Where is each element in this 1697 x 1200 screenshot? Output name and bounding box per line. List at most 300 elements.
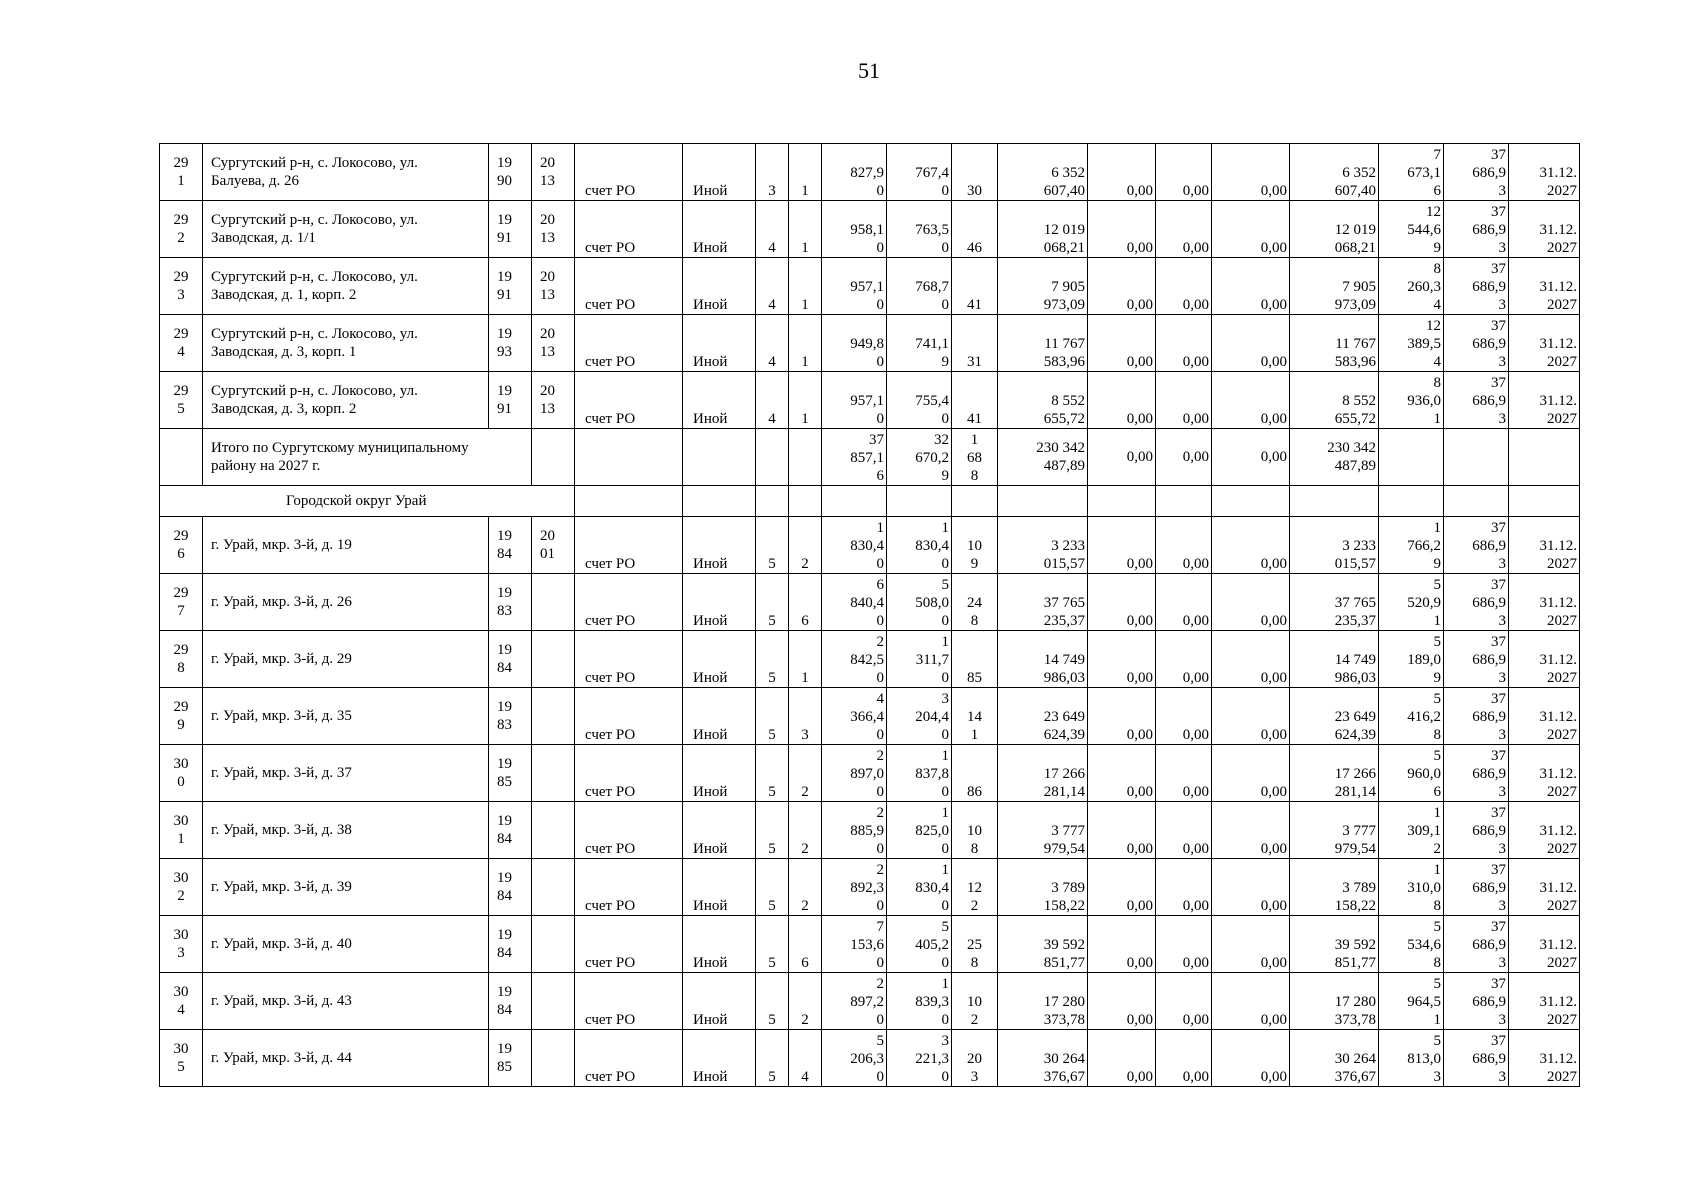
living-area: 5 405,2 0 xyxy=(887,916,952,973)
row-number: 29 2 xyxy=(160,201,203,258)
residents: 10 2 xyxy=(952,973,998,1030)
entrances: 4 xyxy=(789,1030,822,1087)
commission-year: 19 84 xyxy=(489,973,532,1030)
fund-method: счет РО xyxy=(575,315,683,372)
living-area: 1 830,4 0 xyxy=(887,517,952,574)
local-funds: 0,00 xyxy=(1212,258,1290,315)
total-area: 827,9 0 xyxy=(822,144,887,201)
residents: 86 xyxy=(952,745,998,802)
address: г. Урай, мкр. 3-й, д. 26 xyxy=(203,574,489,631)
local-funds: 0,00 xyxy=(1212,144,1290,201)
repair-cost: 23 649 624,39 xyxy=(998,688,1088,745)
address: г. Урай, мкр. 3-й, д. 38 xyxy=(203,802,489,859)
federal-funds: 0,00 xyxy=(1088,1030,1156,1087)
commission-year: 19 90 xyxy=(489,144,532,201)
wall-material: Иной xyxy=(683,745,756,802)
wall-material: Иной xyxy=(683,517,756,574)
regional-funds: 0,00 xyxy=(1156,859,1212,916)
owners-funds: 8 552 655,72 xyxy=(1290,372,1379,429)
table-row xyxy=(160,802,1580,859)
living-area: 5 508,0 0 xyxy=(887,574,952,631)
local-funds: 0,00 xyxy=(1212,745,1290,802)
empty-cell xyxy=(1212,486,1290,517)
living-area: 741,1 9 xyxy=(887,315,952,372)
owners-funds: 17 280 373,78 xyxy=(1290,973,1379,1030)
fund-method: счет РО xyxy=(575,745,683,802)
row-number: 30 1 xyxy=(160,802,203,859)
regional-funds: 0,00 xyxy=(1156,517,1212,574)
unit-cost: 5 964,5 1 xyxy=(1379,973,1444,1030)
last-repair-year: 20 13 xyxy=(532,144,575,201)
fund-method: счет РО xyxy=(575,973,683,1030)
fund-method: счет РО xyxy=(575,517,683,574)
federal-funds: 0,00 xyxy=(1088,916,1156,973)
row-number: 30 0 xyxy=(160,745,203,802)
owners-funds: 6 352 607,40 xyxy=(1290,144,1379,201)
address: г. Урай, мкр. 3-й, д. 39 xyxy=(203,859,489,916)
empty-cell xyxy=(756,429,789,486)
address: г. Урай, мкр. 3-й, д. 29 xyxy=(203,631,489,688)
empty-cell xyxy=(756,486,789,517)
local-funds: 0,00 xyxy=(1212,973,1290,1030)
unit-cost: 5 534,6 8 xyxy=(1379,916,1444,973)
address: Сургутский р-н, с. Локосово, ул. Балуева, д. 26 xyxy=(203,144,489,201)
repair-cost: 7 905 973,09 xyxy=(998,258,1088,315)
limit-cost: 37 686,9 3 xyxy=(1444,916,1509,973)
limit-cost: 37 686,9 3 xyxy=(1444,258,1509,315)
owners-funds: 17 266 281,14 xyxy=(1290,745,1379,802)
living-area: 768,7 0 xyxy=(887,258,952,315)
residents: 46 xyxy=(952,201,998,258)
repair-cost: 8 552 655,72 xyxy=(998,372,1088,429)
empty-cell xyxy=(575,486,683,517)
federal-funds: 0,00 xyxy=(1088,859,1156,916)
last-repair-year xyxy=(532,574,575,631)
row-number: 30 4 xyxy=(160,973,203,1030)
local-funds: 0,00 xyxy=(1212,802,1290,859)
total-area: 957,1 0 xyxy=(822,258,887,315)
empty-cell xyxy=(822,486,887,517)
repair-cost: 37 765 235,37 xyxy=(998,574,1088,631)
total-area: 2 892,3 0 xyxy=(822,859,887,916)
residents: 85 xyxy=(952,631,998,688)
residents: 30 xyxy=(952,144,998,201)
completion-date: 31.12. 2027 xyxy=(1509,144,1580,201)
repair-cost: 39 592 851,77 xyxy=(998,916,1088,973)
residents: 24 8 xyxy=(952,574,998,631)
empty-cell xyxy=(575,429,683,486)
repair-cost: 12 019 068,21 xyxy=(998,201,1088,258)
repair-cost: 3 789 158,22 xyxy=(998,859,1088,916)
owners-funds: 3 777 979,54 xyxy=(1290,802,1379,859)
owners-funds: 23 649 624,39 xyxy=(1290,688,1379,745)
federal-funds: 0,00 xyxy=(1088,201,1156,258)
total-area: 5 206,3 0 xyxy=(822,1030,887,1087)
limit-cost: 37 686,9 3 xyxy=(1444,631,1509,688)
regional-funds: 0,00 xyxy=(1156,1030,1212,1087)
commission-year: 19 85 xyxy=(489,1030,532,1087)
total-area: 2 897,2 0 xyxy=(822,973,887,1030)
floors: 5 xyxy=(756,631,789,688)
empty-cell xyxy=(160,429,203,486)
residents: 12 2 xyxy=(952,859,998,916)
row-number: 29 4 xyxy=(160,315,203,372)
limit-cost: 37 686,9 3 xyxy=(1444,859,1509,916)
local-funds: 0,00 xyxy=(1212,688,1290,745)
floors: 5 xyxy=(756,688,789,745)
empty-cell xyxy=(789,429,822,486)
federal-funds: 0,00 xyxy=(1088,631,1156,688)
regional-funds: 0,00 xyxy=(1156,745,1212,802)
fund-method: счет РО xyxy=(575,258,683,315)
wall-material: Иной xyxy=(683,372,756,429)
table-row xyxy=(160,973,1580,1030)
unit-cost: 1 766,2 9 xyxy=(1379,517,1444,574)
floors: 4 xyxy=(756,201,789,258)
address: г. Урай, мкр. 3-й, д. 19 xyxy=(203,517,489,574)
floors: 4 xyxy=(756,372,789,429)
unit-cost: 8 260,3 4 xyxy=(1379,258,1444,315)
floors: 5 xyxy=(756,1030,789,1087)
entrances: 2 xyxy=(789,517,822,574)
owners-funds: 3 789 158,22 xyxy=(1290,859,1379,916)
wall-material: Иной xyxy=(683,258,756,315)
living-area: 1 825,0 0 xyxy=(887,802,952,859)
commission-year: 19 91 xyxy=(489,372,532,429)
floors: 4 xyxy=(756,315,789,372)
address: Сургутский р-н, с. Локосово, ул. Заводская, д. 3, корп. 2 xyxy=(203,372,489,429)
wall-material: Иной xyxy=(683,315,756,372)
regional-funds: 0,00 xyxy=(1156,372,1212,429)
federal-funds: 0,00 xyxy=(1088,144,1156,201)
empty-cell xyxy=(1379,486,1444,517)
repair-cost: 6 352 607,40 xyxy=(998,144,1088,201)
regional-funds: 0,00 xyxy=(1156,315,1212,372)
owners-funds: 14 749 986,03 xyxy=(1290,631,1379,688)
commission-year: 19 93 xyxy=(489,315,532,372)
entrances: 2 xyxy=(789,802,822,859)
table-row xyxy=(160,1030,1580,1087)
local-funds: 0,00 xyxy=(1212,574,1290,631)
commission-year: 19 84 xyxy=(489,859,532,916)
owners-funds: 39 592 851,77 xyxy=(1290,916,1379,973)
federal-funds: 0,00 xyxy=(1088,688,1156,745)
repair-cost: 11 767 583,96 xyxy=(998,315,1088,372)
residents: 10 8 xyxy=(952,802,998,859)
local-funds: 0,00 xyxy=(1212,631,1290,688)
table-row xyxy=(160,916,1580,973)
limit-cost: 37 686,9 3 xyxy=(1444,517,1509,574)
table-row xyxy=(160,258,1580,315)
unit-cost: 5 189,0 9 xyxy=(1379,631,1444,688)
unit-cost: 7 673,1 6 xyxy=(1379,144,1444,201)
limit-cost: 37 686,9 3 xyxy=(1444,372,1509,429)
limit-cost: 37 686,9 3 xyxy=(1444,1030,1509,1087)
fund-method: счет РО xyxy=(575,372,683,429)
floors: 5 xyxy=(756,802,789,859)
residents: 31 xyxy=(952,315,998,372)
empty-cell xyxy=(789,486,822,517)
residents: 41 xyxy=(952,258,998,315)
last-repair-year xyxy=(532,1030,575,1087)
completion-date: 31.12. 2027 xyxy=(1509,631,1580,688)
floors: 3 xyxy=(756,144,789,201)
table-row xyxy=(160,372,1580,429)
completion-date: 31.12. 2027 xyxy=(1509,372,1580,429)
last-repair-year: 20 13 xyxy=(532,372,575,429)
total-area: 4 366,4 0 xyxy=(822,688,887,745)
empty-cell xyxy=(1444,486,1509,517)
row-number: 29 8 xyxy=(160,631,203,688)
fund-method: счет РО xyxy=(575,574,683,631)
floors: 4 xyxy=(756,258,789,315)
unit-cost: 5 416,2 8 xyxy=(1379,688,1444,745)
federal-funds: 0,00 xyxy=(1088,802,1156,859)
row-number: 29 7 xyxy=(160,574,203,631)
limit-cost: 37 686,9 3 xyxy=(1444,201,1509,258)
floors: 5 xyxy=(756,745,789,802)
unit-cost: 5 813,0 3 xyxy=(1379,1030,1444,1087)
local-funds: 0,00 xyxy=(1212,1030,1290,1087)
repair-cost: 14 749 986,03 xyxy=(998,631,1088,688)
unit-cost: 5 960,0 6 xyxy=(1379,745,1444,802)
last-repair-year xyxy=(532,745,575,802)
commission-year: 19 83 xyxy=(489,574,532,631)
row-number: 30 2 xyxy=(160,859,203,916)
row-number: 29 6 xyxy=(160,517,203,574)
unit-cost: 8 936,0 1 xyxy=(1379,372,1444,429)
regional-funds: 0,00 xyxy=(1156,429,1212,486)
total-area: 2 897,0 0 xyxy=(822,745,887,802)
fund-method: счет РО xyxy=(575,859,683,916)
federal-funds: 0,00 xyxy=(1088,973,1156,1030)
owners-funds: 7 905 973,09 xyxy=(1290,258,1379,315)
floors: 5 xyxy=(756,859,789,916)
living-area: 32 670,2 9 xyxy=(887,429,952,486)
last-repair-year xyxy=(532,973,575,1030)
empty-cell xyxy=(1088,486,1156,517)
empty-cell xyxy=(683,429,756,486)
address: Сургутский р-н, с. Локосово, ул. Заводская, д. 3, корп. 1 xyxy=(203,315,489,372)
completion-date: 31.12. 2027 xyxy=(1509,517,1580,574)
total-area: 37 857,1 6 xyxy=(822,429,887,486)
empty-cell xyxy=(1156,486,1212,517)
unit-cost: 12 544,6 9 xyxy=(1379,201,1444,258)
empty-cell xyxy=(1509,486,1580,517)
page-number: 51 xyxy=(858,58,880,83)
floors: 5 xyxy=(756,517,789,574)
federal-funds: 0,00 xyxy=(1088,258,1156,315)
entrances: 2 xyxy=(789,973,822,1030)
section-label: Городской округ Урай xyxy=(160,486,575,517)
wall-material: Иной xyxy=(683,859,756,916)
total-area: 949,8 0 xyxy=(822,315,887,372)
living-area: 1 830,4 0 xyxy=(887,859,952,916)
completion-date: 31.12. 2027 xyxy=(1509,1030,1580,1087)
last-repair-year: 20 13 xyxy=(532,258,575,315)
last-repair-year xyxy=(532,631,575,688)
entrances: 1 xyxy=(789,315,822,372)
wall-material: Иной xyxy=(683,1030,756,1087)
total-area: 7 153,6 0 xyxy=(822,916,887,973)
limit-cost: 37 686,9 3 xyxy=(1444,973,1509,1030)
regional-funds: 0,00 xyxy=(1156,688,1212,745)
floors: 5 xyxy=(756,916,789,973)
completion-date: 31.12. 2027 xyxy=(1509,315,1580,372)
residents: 14 1 xyxy=(952,688,998,745)
fund-method: счет РО xyxy=(575,201,683,258)
row-number: 29 9 xyxy=(160,688,203,745)
entrances: 2 xyxy=(789,745,822,802)
table-row xyxy=(160,517,1580,574)
entrances: 1 xyxy=(789,144,822,201)
owners-funds: 11 767 583,96 xyxy=(1290,315,1379,372)
repair-cost: 30 264 376,67 xyxy=(998,1030,1088,1087)
fund-method: счет РО xyxy=(575,688,683,745)
living-area: 1 311,7 0 xyxy=(887,631,952,688)
last-repair-year: 20 01 xyxy=(532,517,575,574)
empty-cell xyxy=(532,429,575,486)
residents: 41 xyxy=(952,372,998,429)
wall-material: Иной xyxy=(683,688,756,745)
limit-cost: 37 686,9 3 xyxy=(1444,315,1509,372)
total-row xyxy=(160,429,1580,486)
completion-date: 31.12. 2027 xyxy=(1509,802,1580,859)
floors: 5 xyxy=(756,574,789,631)
completion-date: 31.12. 2027 xyxy=(1509,916,1580,973)
local-funds: 0,00 xyxy=(1212,517,1290,574)
table-row xyxy=(160,745,1580,802)
last-repair-year: 20 13 xyxy=(532,201,575,258)
limit-cost: 37 686,9 3 xyxy=(1444,144,1509,201)
local-funds: 0,00 xyxy=(1212,372,1290,429)
repair-cost: 17 266 281,14 xyxy=(998,745,1088,802)
unit-cost: 1 310,0 8 xyxy=(1379,859,1444,916)
repair-cost: 17 280 373,78 xyxy=(998,973,1088,1030)
wall-material: Иной xyxy=(683,201,756,258)
completion-date: 31.12. 2027 xyxy=(1509,973,1580,1030)
entrances: 1 xyxy=(789,631,822,688)
regional-funds: 0,00 xyxy=(1156,916,1212,973)
empty-cell xyxy=(683,486,756,517)
living-area: 3 221,3 0 xyxy=(887,1030,952,1087)
commission-year: 19 91 xyxy=(489,258,532,315)
residents: 1 68 8 xyxy=(952,429,998,486)
federal-funds: 0,00 xyxy=(1088,517,1156,574)
federal-funds: 0,00 xyxy=(1088,745,1156,802)
limit-cost: 37 686,9 3 xyxy=(1444,745,1509,802)
local-funds: 0,00 xyxy=(1212,429,1290,486)
residents: 25 8 xyxy=(952,916,998,973)
registry-table xyxy=(159,143,1580,1087)
entrances: 1 xyxy=(789,201,822,258)
commission-year: 19 83 xyxy=(489,688,532,745)
row-number: 29 5 xyxy=(160,372,203,429)
owners-funds: 30 264 376,67 xyxy=(1290,1030,1379,1087)
owners-funds: 230 342 487,89 xyxy=(1290,429,1379,486)
entrances: 3 xyxy=(789,688,822,745)
repair-cost: 230 342 487,89 xyxy=(998,429,1088,486)
wall-material: Иной xyxy=(683,144,756,201)
regional-funds: 0,00 xyxy=(1156,201,1212,258)
local-funds: 0,00 xyxy=(1212,201,1290,258)
total-label: Итого по Сургутскому муниципальному району на 2027 г. xyxy=(203,429,532,486)
federal-funds: 0,00 xyxy=(1088,429,1156,486)
regional-funds: 0,00 xyxy=(1156,802,1212,859)
table-row xyxy=(160,574,1580,631)
total-area: 957,1 0 xyxy=(822,372,887,429)
row-number: 29 3 xyxy=(160,258,203,315)
address: г. Урай, мкр. 3-й, д. 43 xyxy=(203,973,489,1030)
total-area: 958,1 0 xyxy=(822,201,887,258)
unit-cost: 5 520,9 1 xyxy=(1379,574,1444,631)
commission-year: 19 84 xyxy=(489,916,532,973)
regional-funds: 0,00 xyxy=(1156,973,1212,1030)
table-row xyxy=(160,688,1580,745)
fund-method: счет РО xyxy=(575,802,683,859)
local-funds: 0,00 xyxy=(1212,859,1290,916)
commission-year: 19 84 xyxy=(489,802,532,859)
total-area: 2 842,5 0 xyxy=(822,631,887,688)
limit-cost: 37 686,9 3 xyxy=(1444,688,1509,745)
living-area: 3 204,4 0 xyxy=(887,688,952,745)
completion-date: 31.12. 2027 xyxy=(1509,859,1580,916)
residents: 20 3 xyxy=(952,1030,998,1087)
section-row xyxy=(160,486,1580,517)
commission-year: 19 85 xyxy=(489,745,532,802)
fund-method: счет РО xyxy=(575,1030,683,1087)
empty-cell xyxy=(952,486,998,517)
living-area: 1 839,3 0 xyxy=(887,973,952,1030)
unit-cost: 12 389,5 4 xyxy=(1379,315,1444,372)
owners-funds: 12 019 068,21 xyxy=(1290,201,1379,258)
table-row xyxy=(160,859,1580,916)
total-area: 2 885,9 0 xyxy=(822,802,887,859)
empty-cell xyxy=(1444,429,1509,486)
address: г. Урай, мкр. 3-й, д. 37 xyxy=(203,745,489,802)
address: Сургутский р-н, с. Локосово, ул. Заводская, д. 1, корп. 2 xyxy=(203,258,489,315)
fund-method: счет РО xyxy=(575,916,683,973)
wall-material: Иной xyxy=(683,631,756,688)
total-area: 6 840,4 0 xyxy=(822,574,887,631)
last-repair-year: 20 13 xyxy=(532,315,575,372)
living-area: 763,5 0 xyxy=(887,201,952,258)
completion-date: 31.12. 2027 xyxy=(1509,688,1580,745)
entrances: 1 xyxy=(789,258,822,315)
commission-year: 19 84 xyxy=(489,631,532,688)
table-row xyxy=(160,201,1580,258)
last-repair-year xyxy=(532,802,575,859)
repair-cost: 3 233 015,57 xyxy=(998,517,1088,574)
entrances: 6 xyxy=(789,574,822,631)
owners-funds: 3 233 015,57 xyxy=(1290,517,1379,574)
completion-date: 31.12. 2027 xyxy=(1509,258,1580,315)
table-row xyxy=(160,631,1580,688)
address: Сургутский р-н, с. Локосово, ул. Заводская, д. 1/1 xyxy=(203,201,489,258)
last-repair-year xyxy=(532,688,575,745)
row-number: 29 1 xyxy=(160,144,203,201)
empty-cell xyxy=(1509,429,1580,486)
row-number: 30 3 xyxy=(160,916,203,973)
empty-cell xyxy=(887,486,952,517)
address: г. Урай, мкр. 3-й, д. 35 xyxy=(203,688,489,745)
fund-method: счет РО xyxy=(575,631,683,688)
completion-date: 31.12. 2027 xyxy=(1509,574,1580,631)
fund-method: счет РО xyxy=(575,144,683,201)
entrances: 1 xyxy=(789,372,822,429)
wall-material: Иной xyxy=(683,802,756,859)
last-repair-year xyxy=(532,859,575,916)
